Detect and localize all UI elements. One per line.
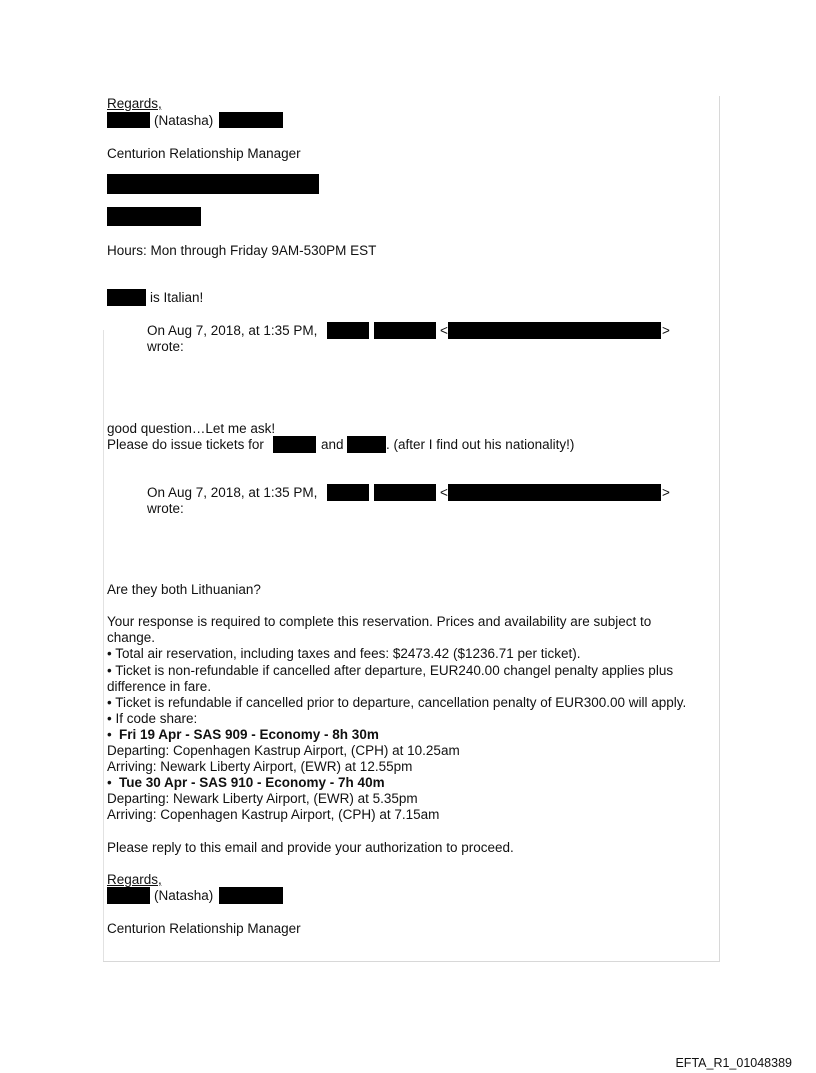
redaction-box <box>374 322 436 339</box>
redaction-box <box>107 887 150 904</box>
bullet-line: difference in fare. <box>107 679 212 694</box>
authorization-request: Please reply to this email and provide your authorization to proceed. <box>107 840 514 855</box>
regards-text: Regards, <box>107 96 162 111</box>
bracket-close: > <box>662 323 670 338</box>
regards-text: Regards, <box>107 872 162 887</box>
quote-wrote: wrote: <box>147 501 184 516</box>
redaction-box <box>273 436 316 453</box>
bullet-marker: • <box>107 727 112 742</box>
bracket-open: < <box>440 323 448 338</box>
reply-line: good question…Let me ask! <box>107 421 276 436</box>
redaction-box <box>107 112 150 128</box>
quote-wrote: wrote: <box>147 339 184 354</box>
redaction-box <box>448 322 661 339</box>
note-text: is Italian! <box>150 290 204 305</box>
reply-line: Please do issue tickets for <box>107 437 264 452</box>
flight-heading: Fri 19 Apr - SAS 909 - Economy - 8h 30m <box>119 727 379 742</box>
sender-nickname: (Natasha) <box>154 888 214 903</box>
redaction-box <box>107 289 146 306</box>
redaction-box <box>107 174 319 194</box>
quote-header: On Aug 7, 2018, at 1:35 PM, <box>147 323 318 338</box>
body-line: Your response is required to complete this reservation. Prices and availability are subject to <box>107 614 652 629</box>
bullet-line: • Ticket is non-refundable if cancelled after departure, EUR240.00 changel penalty applies plus <box>107 663 674 678</box>
redaction-box <box>107 207 201 226</box>
sender-title: Centurion Relationship Manager <box>107 146 301 161</box>
flight-detail: Arriving: Copenhagen Kastrup Airport, (CPH) at 7.15am <box>107 807 440 822</box>
redaction-box <box>347 436 386 453</box>
bullet-marker: • <box>107 775 112 790</box>
redaction-box <box>374 484 436 501</box>
body-line: change. <box>107 630 156 645</box>
hours-text: Hours: Mon through Friday 9AM-530PM EST <box>107 243 377 258</box>
bullet-line: • Ticket is refundable if cancelled prior to departure, cancellation penalty of EUR300.00 will apply. <box>107 695 687 710</box>
reply-line: and <box>321 437 344 452</box>
flight-detail: Arriving: Newark Liberty Airport, (EWR) at 12.55pm <box>107 759 413 774</box>
bates-number: EFTA_R1_01048389 <box>675 1056 792 1070</box>
redaction-box <box>448 484 661 501</box>
question-text: Are they both Lithuanian? <box>107 582 261 597</box>
redaction-box <box>219 112 283 128</box>
reply-line: . (after I find out his nationality!) <box>386 437 575 452</box>
redaction-box <box>219 887 283 904</box>
bullet-line: • If code share: <box>107 711 198 726</box>
bracket-open: < <box>440 485 448 500</box>
flight-heading: Tue 30 Apr - SAS 910 - Economy - 7h 40m <box>119 775 385 790</box>
bracket-close: > <box>662 485 670 500</box>
sender-title: Centurion Relationship Manager <box>107 921 301 936</box>
sender-nickname: (Natasha) <box>154 113 214 128</box>
flight-detail: Departing: Newark Liberty Airport, (EWR) at 5.35pm <box>107 791 418 806</box>
flight-detail: Departing: Copenhagen Kastrup Airport, (CPH) at 10.25am <box>107 743 460 758</box>
email-frame-left-border <box>103 330 104 961</box>
quote-header: On Aug 7, 2018, at 1:35 PM, <box>147 485 318 500</box>
bullet-line: • Total air reservation, including taxes and fees: $2473.42 ($1236.71 per ticket). <box>107 646 581 661</box>
redaction-box <box>327 322 369 339</box>
redaction-box <box>327 484 369 501</box>
